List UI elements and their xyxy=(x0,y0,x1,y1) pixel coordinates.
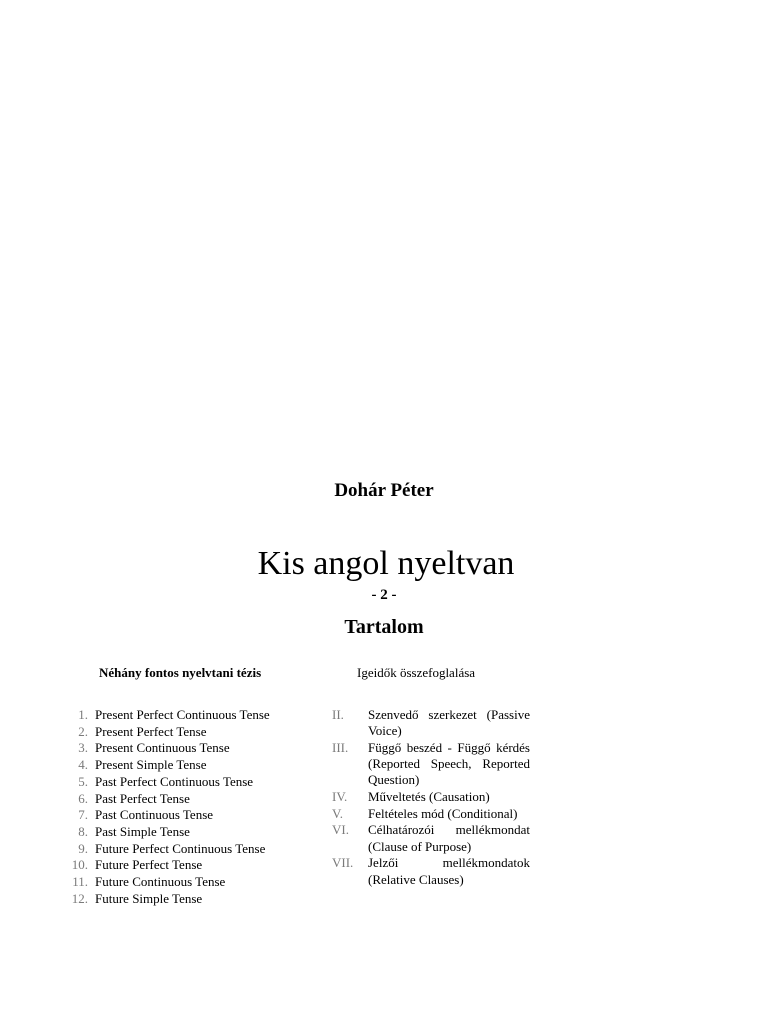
item-text: Past Perfect Continuous Tense xyxy=(95,773,254,789)
item-number: 7. xyxy=(78,807,88,823)
item-number: 3. xyxy=(78,740,88,756)
item-number: 4. xyxy=(78,757,88,773)
toc-heading: Tartalom xyxy=(344,616,424,638)
item-text: Szenvedő szerkezet (Passive Voice) xyxy=(368,707,530,739)
item-number: 9. xyxy=(78,840,88,856)
item-text: Past Simple Tense xyxy=(95,823,190,839)
item-number: IV. xyxy=(332,789,348,805)
item-text: Future Perfect Tense xyxy=(95,857,203,873)
list-item xyxy=(62,724,270,741)
item-text: Függő beszéd - Függő kérdés (Reported Speech, Reported Question) xyxy=(368,739,530,788)
list-item xyxy=(62,707,270,724)
item-number: 11. xyxy=(72,874,88,890)
list-item xyxy=(62,740,270,757)
list-item xyxy=(330,806,530,822)
list-item xyxy=(62,774,270,791)
item-number: 8. xyxy=(78,823,88,839)
item-number: VI. xyxy=(332,822,349,838)
item-number: II. xyxy=(332,707,344,722)
item-number: 6. xyxy=(78,790,88,806)
item-text: Past Perfect Tense xyxy=(95,790,190,806)
item-number: III. xyxy=(332,739,349,755)
list-item xyxy=(62,891,270,908)
left-toc-list xyxy=(62,707,270,907)
item-text: Feltételes mód (Conditional) xyxy=(368,805,518,821)
list-item xyxy=(62,857,270,874)
item-text: Present Simple Tense xyxy=(95,757,207,773)
item-number: 1. xyxy=(78,707,88,722)
document-title: Kis angol nyeltvan xyxy=(257,545,515,582)
item-number: 10. xyxy=(71,857,88,873)
right-column-heading: Igeidők összefoglalása xyxy=(357,665,476,680)
item-number: V. xyxy=(332,805,343,821)
item-number: 5. xyxy=(78,773,88,789)
item-text: Present Perfect Continuous Tense xyxy=(95,707,270,722)
volume-number: - 2 - xyxy=(371,587,397,603)
item-text: Jelzői mellékmondatok (Relative Clauses) xyxy=(368,855,530,887)
list-item xyxy=(62,807,270,824)
item-text: Present Perfect Tense xyxy=(95,723,207,739)
item-text: Present Continuous Tense xyxy=(95,740,230,756)
list-item xyxy=(330,707,530,739)
list-item xyxy=(62,874,270,891)
item-number: 12. xyxy=(71,890,88,906)
list-item xyxy=(62,757,270,774)
item-text: Past Continuous Tense xyxy=(95,807,214,823)
item-text: Műveltetés (Causation) xyxy=(368,789,490,805)
item-number: 2. xyxy=(78,723,88,739)
left-column-heading: Néhány fontos nyelvtani tézis xyxy=(99,665,262,680)
right-toc-list xyxy=(330,707,530,888)
list-item xyxy=(330,822,530,854)
list-item xyxy=(62,791,270,808)
list-item xyxy=(62,824,270,841)
item-text: Célhatározói mellékmondat (Clause of Purpose) xyxy=(368,822,530,854)
item-text: Future Continuous Tense xyxy=(95,874,226,890)
item-text: Future Perfect Continuous Tense xyxy=(95,840,266,856)
list-item xyxy=(330,740,530,789)
list-item xyxy=(330,855,530,887)
item-number: VII. xyxy=(332,855,354,871)
list-item xyxy=(62,841,270,858)
author-name: Dohár Péter xyxy=(334,480,434,501)
list-item xyxy=(330,789,530,805)
item-text: Future Simple Tense xyxy=(95,890,203,906)
